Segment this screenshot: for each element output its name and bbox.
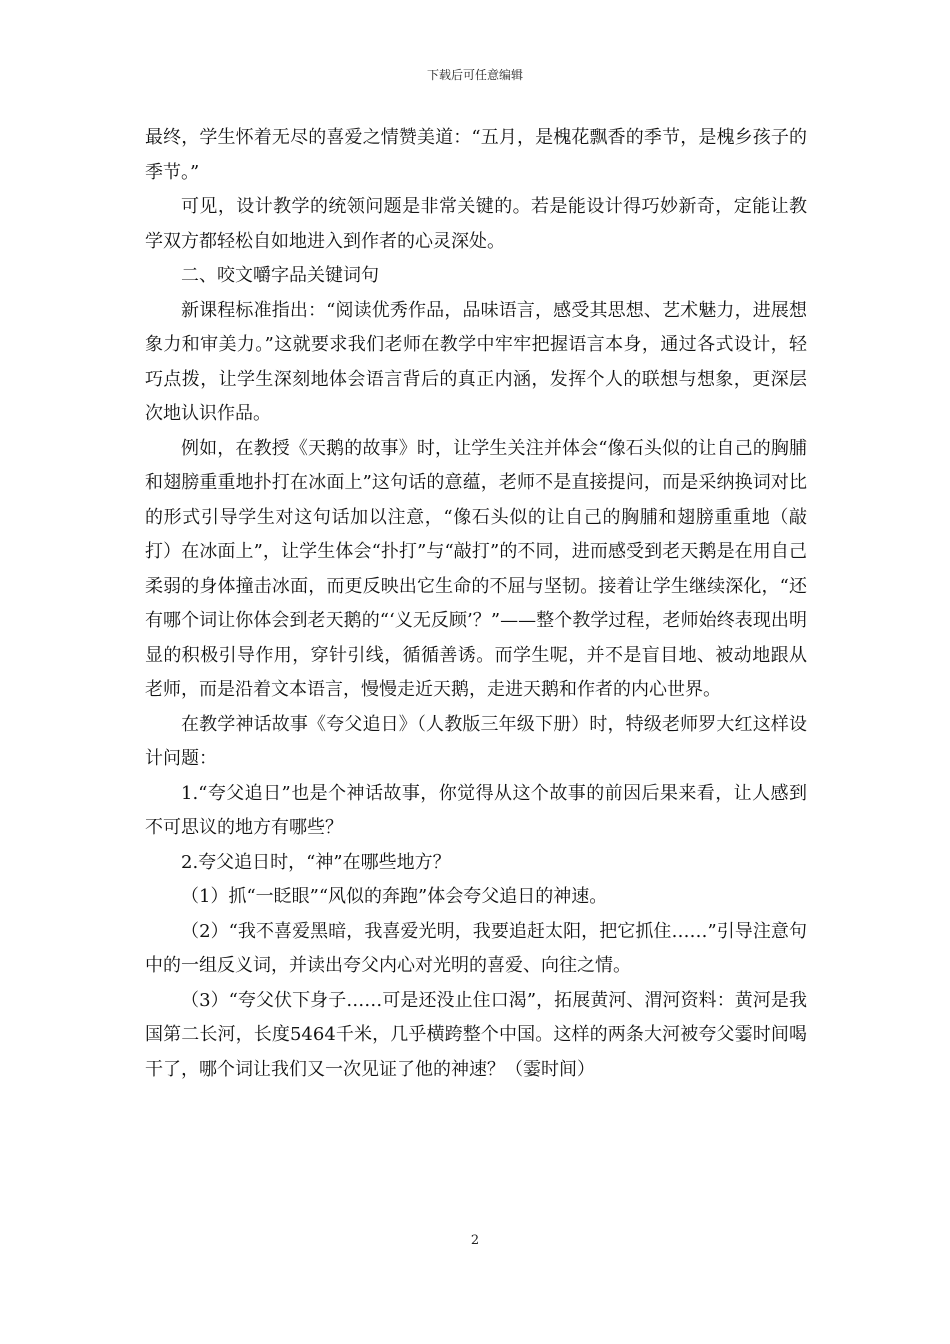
- list-item-2: 2.夸父追日时，“神”在哪些地方？: [181, 851, 451, 873]
- sub-item-1: （1）抓“一眨眼”“风似的奔跑”体会夸父追日的神速。: [181, 886, 608, 907]
- sub-item-2: （2）“我不喜爱黑暗，我喜爱光明，我要追赶太阳，把它抓住……”引导注意句中的一组反义词，并读出夸父内心对光明的喜爱、向往之情。: [145, 920, 807, 976]
- paragraph-5: 在教学神话故事《夸父追日》（人教版三年级下册）时，特级老师罗大红这样设计问题：: [145, 713, 807, 769]
- paragraph-3: 新课程标准指出：“阅读优秀作品，品味语言，感受其思想、艺术魅力，进展想象力和审美力。”这就要求我们老师在教学中牢牢把握语言本身，通过各式设计，轻巧点拨，让学生深刻地体会语言背后的真正内涵，发挥个人的联想与想象，更深层次地认识作品。: [145, 299, 807, 424]
- page-number: 2: [470, 1233, 480, 1248]
- paragraph-4: 例如，在教授《天鹅的故事》时，让学生关注并体会“像石头似的让自己的胸脯和翅膀重重地扑打在冰面上”这句话的意蕴，老师不是直接提问，而是采纳换词对比的形式引导学生对这句话加以注意，“像石头似的让自己的胸脯和翅膀重重地（敲打）在冰面上”，让学生体会“扑打”与“敲打”的不同，进而感受到老天鹅是在用自己柔弱的身体撞击冰面，而更反映出它生命的不屈与坚韧。接着让学生继续深化，“还有哪个词让你体会到老天鹅的“‘义无反顾’？”——整个教学过程，老师始终表现出明显的积极引导作用，穿针引线，循循善诱。而学生呢，并不是盲目地、被动地跟从老师，而是沿着文本语言，慢慢走近天鹅，走进天鹅和作者的内心世界。: [145, 437, 807, 700]
- section-heading: 二、咬文嚼字品关键词句: [181, 265, 379, 286]
- page-header: 下载后可任意编辑: [426, 68, 523, 82]
- paragraph-1: 最终，学生怀着无尽的喜爱之情赞美道：“五月，是槐花飘香的季节，是槐乡孩子的季节。”: [145, 127, 807, 183]
- list-item-1: 1.“夸父追日”也是个神话故事，你觉得从这个故事的前因后果来看，让人感到不可思议的地方有哪些？: [145, 782, 807, 838]
- document-body: [145, 121, 807, 1087]
- paragraph-2: 可见，设计教学的统领问题是非常关键的。若是能设计得巧妙新奇，定能让教学双方都轻松自如地进入到作者的心灵深处。: [145, 196, 807, 252]
- sub-item-3: （3）“夸父伏下身子……可是还没止住口渴”，拓展黄河、渭河资料：黄河是我国第二长河，长度5464千米，几乎横跨整个中国。这样的两条大河被夸父霎时间喝干了，哪个词让我们又一次见证了他的神速？（霎时间）: [145, 989, 807, 1080]
